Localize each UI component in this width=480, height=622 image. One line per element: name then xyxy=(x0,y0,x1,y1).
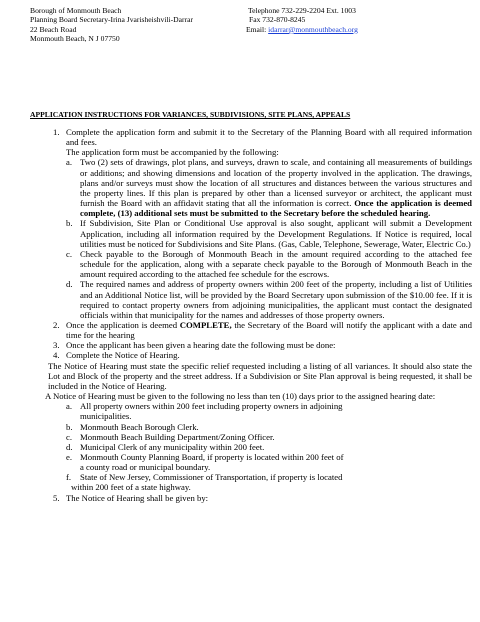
item-text xyxy=(80,157,472,218)
notice-item-c xyxy=(28,432,472,442)
notice-item-f xyxy=(28,472,472,492)
notice-requirements: The Notice of Hearing must state the specific relief requested including a listing of all variances. It should also state the Lot and Block of the property and the street address. If a Subdivision or Site Plan approval is being requested, it shall be included in the Notice of Hearing. xyxy=(48,360,472,391)
item-text: Municipal Clerk of any municipality within 200 feet. xyxy=(80,441,265,452)
item-text: All property owners within 200 feet including property owners in adjoining xyxy=(80,401,343,412)
list-item-1a xyxy=(28,157,472,218)
item-text-cont: municipalities. xyxy=(80,411,132,422)
item-text-post: the Secretary of the Board will notify the applicant with a date and time for the hearing xyxy=(66,319,472,341)
item-text-cont: within 200 feet of a state highway. xyxy=(71,482,191,493)
item-text: Complete the Notice of Hearing. xyxy=(66,350,180,361)
item-letter: f. xyxy=(66,472,72,483)
item-number: 5. xyxy=(53,492,60,503)
item-letter: d. xyxy=(66,441,73,452)
item-letter: d. xyxy=(66,279,73,290)
item-text: State of New Jersey, Commissioner of Transportation, if property is located xyxy=(80,472,343,483)
notice-item-b xyxy=(28,422,472,432)
list-item-5 xyxy=(28,493,472,503)
borough-name: Borough of Monmouth Beach xyxy=(30,6,122,15)
notice-item-a xyxy=(28,401,472,421)
list-item-1 xyxy=(28,127,472,147)
item-letter: e. xyxy=(66,452,73,462)
item-text: The Notice of Hearing shall be given by: xyxy=(66,492,209,503)
email-line xyxy=(246,25,358,34)
letterhead-address xyxy=(30,6,193,44)
secretary-name: Planning Board Secretary-Irina Jvarisheishvili-Darrar xyxy=(30,15,193,25)
item-text xyxy=(66,320,472,340)
street-address: 22 Beach Road xyxy=(30,24,77,34)
item-number: 3. xyxy=(53,340,60,351)
item-text-bold: COMPLETE, xyxy=(179,319,232,330)
email-label: Email: xyxy=(246,24,269,34)
item-text: If Subdivision, Site Plan or Conditional Use approval is also sought, applicant will submit a Development Application, including all information required by the Development Regulations. If Notice is required, local utilities must be noticed for Subdivisions and Site Plans. (Gas, Cable, Telephone, Sewerage, Water, Electric Co.) xyxy=(80,218,472,249)
fax: Fax 732-870-8245 xyxy=(249,15,306,25)
item-number: 4. xyxy=(53,350,60,361)
list-item-1c xyxy=(28,249,472,279)
notice-item-e xyxy=(28,452,472,472)
item-text: Monmouth Beach Building Department/Zoning Officer. xyxy=(80,431,275,442)
city-state-zip: Monmouth Beach, N J 07750 xyxy=(30,34,120,44)
list-item-1b xyxy=(28,218,472,248)
item-number: 1. xyxy=(53,127,60,137)
item-text-pre: Once the application is deemed xyxy=(66,319,180,330)
item-text: Check payable to the Borough of Monmouth Beach in the amount required according to the attached fee schedule for the application, along with a separate check payable to the Borough of Monmouth Beach in the amount required according to the attached fee schedule for the escrows. xyxy=(80,248,472,280)
item-text: Monmouth Beach Borough Clerk. xyxy=(80,421,199,432)
item-text: Once the applicant has been given a hearing date the following must be done: xyxy=(66,340,336,351)
item-letter: b. xyxy=(66,421,73,432)
item-text-bold: Once the application is deemed complete, (13) additional sets must be submitted to the Secretary before the scheduled hearing. xyxy=(80,198,473,219)
list-item-4 xyxy=(28,350,472,360)
list-item-3 xyxy=(28,340,472,350)
item-number: 2. xyxy=(53,319,60,330)
accompany-intro: The application form must be accompanied by the following: xyxy=(66,147,279,158)
item-text: Monmouth County Planning Board, if property is located within 200 feet of xyxy=(80,452,344,462)
notice-item-d xyxy=(28,442,472,452)
notice-recipients-intro: A Notice of Hearing must be given to the following no less than ten (10) days prior to the assigned hearing date: xyxy=(45,391,436,402)
telephone: Telephone 732-229-2204 Ext. 1003 xyxy=(248,6,356,15)
item-text: Complete the application form and submit it to the Secretary of the Planning Board with all required information and fees. xyxy=(66,127,472,148)
list-item-1d xyxy=(28,279,472,320)
item-text-cont: a county road or municipal boundary. xyxy=(80,462,211,473)
item-letter: a. xyxy=(66,157,73,168)
letterhead-contact xyxy=(238,6,358,34)
page-title: APPLICATION INSTRUCTIONS FOR VARIANCES, SUBDIVISIONS, SITE PLANS, APPEALS xyxy=(30,110,351,119)
email-link[interactable]: idarrar@monmouthbeach.org xyxy=(268,24,358,34)
instructions-body xyxy=(28,127,472,503)
item-letter: c. xyxy=(66,431,73,442)
list-item-2 xyxy=(28,320,472,340)
item-letter: c. xyxy=(66,248,73,259)
item-letter: a. xyxy=(66,401,73,412)
item-text: The required names and address of property owners within 200 feet of the property, including a list of Utilities and an Additional Notice list, will be provided by the Board Secretary upon submission of the $10.00 fee. If it is required to contact property owners from adjoining municipalities, the applicant must contact the designated officials within that municipality for the names and addresses of those property owners. xyxy=(80,279,472,320)
item-text-plain: Two (2) sets of drawings, plot plans, and surveys, drawn to scale, and containing all measurements of buildings or additions; and showing dimensions and location of the property involved in the application. The drawings, plans and/or surveys must show the location of all structures and distances between the various structures and the property lines. If this plan is prepared by other than a licensed surveyor or architect, the applicant must furnish the Board with an affidavit stating that all the information is correct. xyxy=(80,157,472,209)
item-letter: b. xyxy=(66,218,73,229)
